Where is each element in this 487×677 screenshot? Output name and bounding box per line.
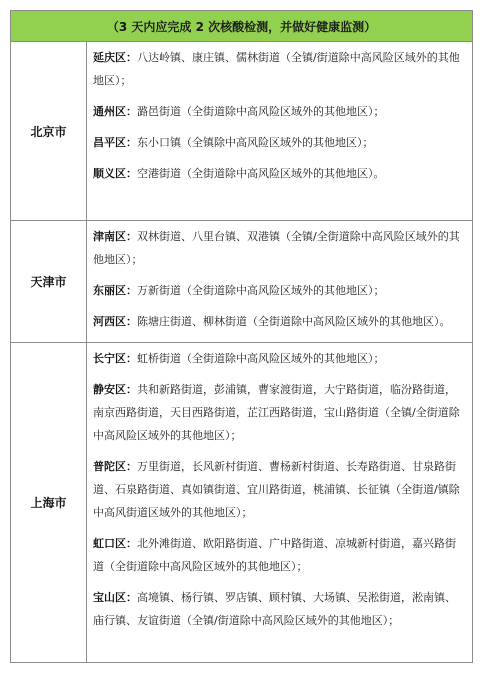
- district-name: 宝山区：: [93, 591, 137, 604]
- district-name: 长宁区：: [93, 352, 137, 365]
- district-name: 虹口区：: [93, 537, 137, 550]
- notice-table: [10, 10, 473, 663]
- district-detail: 虹桥街道（全街道除中高风险区域外的其他地区）；: [137, 352, 385, 365]
- region-row-beijing: [11, 42, 472, 221]
- district-entry: [93, 455, 466, 524]
- region-content: [87, 221, 472, 342]
- district-name: 津南区：: [93, 230, 137, 243]
- region-content: [87, 343, 472, 662]
- district-name: 河西区：: [93, 315, 137, 328]
- city-name: 上海市: [11, 343, 87, 662]
- district-name: 昌平区：: [93, 136, 137, 149]
- district-entry: [93, 279, 466, 302]
- district-entry: [93, 225, 466, 271]
- district-name: 普陀区：: [93, 460, 137, 473]
- district-detail: 万里街道，长风新村街道、曹杨新村街道、长寿路街道、甘泉路街道、石泉路街道、真如镇街道、宜川路街道，桃浦镇、长征镇（全街道/镇除中高风街道区域外的其他地区）；: [93, 460, 460, 519]
- district-entry: [93, 46, 466, 92]
- district-detail: 高境镇、杨行镇、罗店镇、顾村镇、大场镇、吴淞街道，淞南镇、庙行镇、友谊街道（全镇/街道除中高风险区域外的其他地区）；: [93, 591, 456, 627]
- district-detail: 共和新路街道，彭浦镇，曹家渡街道，大宁路街道，临汾路街道，南京西路街道，天目西路街道，芷江西路街道，宝山路街道（全镇/全街道除中高风险区域外的其他地区）；: [93, 383, 460, 442]
- district-entry: [93, 347, 466, 370]
- district-detail: 潞邑街道（全街道除中高风险区域外的其他地区）；: [137, 105, 385, 118]
- district-detail: 陈塘庄街道、柳林街道（全街道除中高风险区域外的其他地区）。: [137, 315, 451, 328]
- district-detail: 八达岭镇、康庄镇、儒林街道（全镇/街道除中高风险区域外的其他地区）；: [93, 51, 460, 87]
- district-detail: 北外滩街道、欧阳路街道、广中路街道、凉城新村街道，嘉兴路街道（全街道除中高风险区域外的其他地区）；: [93, 537, 456, 573]
- district-detail: 空港街道（全街道除中高风险区域外的其他地区）。: [137, 167, 385, 180]
- city-name: 天津市: [11, 221, 87, 342]
- district-name: 静安区：: [93, 383, 137, 396]
- district-entry: [93, 586, 466, 632]
- district-name: 通州区：: [93, 105, 137, 118]
- district-detail: 东小口镇（全镇除中高风险区域外的其他地区）；: [137, 136, 374, 149]
- district-entry: [93, 378, 466, 447]
- district-entry: [93, 532, 466, 578]
- region-content: [87, 42, 472, 220]
- district-entry: [93, 310, 466, 333]
- region-row-tianjin: [11, 221, 472, 343]
- table-header: （3 天内应完成 2 次核酸检测，并做好健康监测）: [11, 11, 472, 42]
- district-entry: [93, 131, 466, 154]
- district-detail: 双林街道、八里台镇、双港镇（全镇/全街道除中高风险区域外的其他地区）；: [93, 230, 460, 266]
- region-row-shanghai: [11, 343, 472, 662]
- district-name: 顺义区：: [93, 167, 137, 180]
- district-name: 延庆区：: [93, 51, 137, 64]
- district-entry: [93, 100, 466, 123]
- city-name: 北京市: [11, 42, 87, 220]
- district-entry: [93, 162, 466, 185]
- district-name: 东丽区：: [93, 284, 137, 297]
- district-detail: 万新街道（全街道除中高风险区域外的其他地区）；: [137, 284, 385, 297]
